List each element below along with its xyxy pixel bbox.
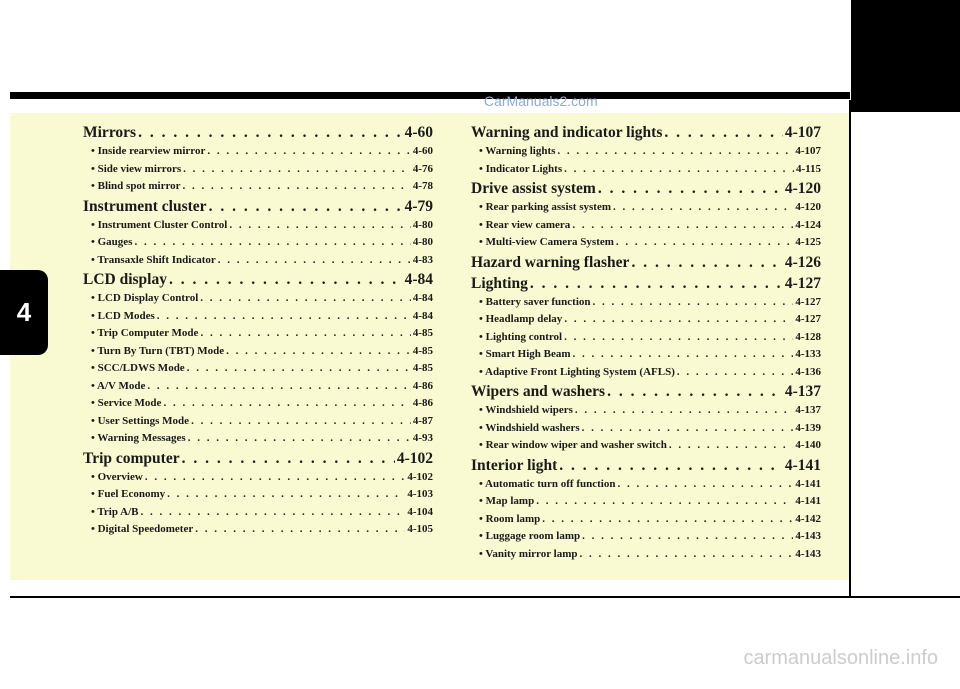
section-page: 4-141 [784, 456, 821, 474]
item-page: 4-120 [795, 201, 821, 213]
toc-item[interactable] [471, 402, 821, 420]
toc-section[interactable] [83, 449, 433, 469]
item-page: 4-80 [412, 236, 433, 248]
item-page: 4-105 [407, 523, 433, 535]
leader-dots [167, 486, 405, 504]
toc-item[interactable] [83, 430, 433, 448]
item-label: • Luggage room lamp [479, 530, 581, 542]
toc-item[interactable] [471, 161, 821, 179]
leader-dots [147, 378, 410, 396]
toc-item[interactable] [83, 252, 433, 270]
item-page: 4-85 [412, 344, 433, 357]
leader-dots [564, 329, 793, 347]
toc-item[interactable] [471, 234, 821, 252]
leader-dots [200, 325, 410, 343]
item-page: 4-86 [412, 379, 433, 392]
item-page: 4-60 [412, 145, 433, 157]
item-label: • Rear parking assist system [479, 201, 611, 213]
section-title: Wipers and washers [471, 383, 606, 400]
leader-dots [163, 395, 410, 413]
section-title: LCD display [83, 271, 167, 288]
item-page: 4-127 [795, 295, 821, 308]
leader-dots [218, 252, 411, 270]
item-label: • Indicator Lights [479, 162, 563, 175]
toc-item[interactable] [471, 199, 821, 217]
toc-item[interactable] [83, 413, 433, 431]
leader-dots [209, 197, 403, 217]
toc-section[interactable] [471, 456, 821, 476]
item-page: 4-143 [795, 547, 821, 560]
section-title: Hazard warning flasher [471, 253, 630, 271]
leader-dots [188, 430, 411, 448]
toc-item[interactable] [83, 143, 433, 161]
right-divider [849, 100, 851, 597]
leader-dots [579, 546, 793, 564]
item-page: 4-85 [412, 327, 433, 339]
item-label: • Automatic turn off function [479, 477, 616, 490]
leader-dots [677, 364, 793, 382]
toc-section[interactable] [471, 179, 821, 199]
item-page: 4-127 [795, 313, 821, 325]
leader-dots [575, 402, 793, 420]
leader-dots [631, 253, 782, 273]
item-page: 4-133 [795, 348, 821, 360]
leader-dots [200, 290, 411, 308]
toc-item[interactable] [83, 343, 433, 361]
leader-dots [157, 308, 411, 326]
toc-section[interactable] [471, 382, 821, 402]
toc-item[interactable] [471, 528, 821, 546]
toc-section[interactable] [471, 253, 821, 273]
toc-item[interactable] [471, 437, 821, 455]
item-label: • User Settings Mode [91, 414, 190, 427]
section-page: 4-84 [404, 271, 433, 288]
item-label: • Warning Messages [91, 432, 186, 444]
leader-dots [140, 504, 405, 522]
section-page: 4-107 [784, 124, 821, 141]
chapter-tab[interactable] [0, 270, 48, 355]
item-label: • Blind spot mirror [91, 180, 181, 192]
toc-left-column [83, 122, 433, 539]
item-label: • Windshield washers [479, 421, 580, 434]
toc-item[interactable] [471, 217, 821, 235]
item-label: • Turn By Turn (TBT) Mode [91, 344, 225, 357]
leader-dots [229, 217, 410, 235]
item-page: 4-87 [412, 414, 433, 427]
leader-dots [598, 179, 783, 199]
leader-dots [195, 521, 405, 539]
toc-item[interactable] [471, 329, 821, 347]
toc-item[interactable] [471, 420, 821, 438]
leader-dots [145, 469, 406, 487]
toc-item[interactable] [471, 476, 821, 494]
corner-block [851, 0, 960, 112]
leader-dots [616, 234, 793, 252]
item-label: • Side view mirrors [91, 162, 182, 175]
leader-dots [564, 311, 793, 329]
item-page: 4-143 [795, 530, 821, 542]
toc-item[interactable] [83, 378, 433, 396]
toc-item[interactable] [83, 161, 433, 179]
item-label: • Warning lights [479, 145, 556, 157]
item-label: • Lighting control [479, 330, 563, 343]
leader-dots [183, 178, 411, 196]
leader-dots [559, 456, 783, 476]
footer-rule [10, 596, 960, 598]
toc-item[interactable] [83, 521, 433, 539]
toc-right-column [471, 122, 821, 563]
leader-dots [613, 199, 793, 217]
leader-dots [582, 420, 794, 438]
leader-dots [530, 274, 783, 294]
item-page: 4-76 [412, 162, 433, 175]
item-label: • Vanity mirror lamp [479, 547, 578, 560]
item-label: • Trip A/B [91, 505, 139, 518]
leader-dots [536, 493, 793, 511]
leader-dots [542, 511, 793, 529]
toc-item[interactable] [83, 234, 433, 252]
section-title: Trip computer [83, 449, 180, 467]
item-label: • SCC/LDWS Mode [91, 362, 185, 374]
item-page: 4-141 [795, 477, 821, 490]
leader-dots [582, 528, 793, 546]
item-page: 4-80 [412, 218, 433, 231]
leader-dots [617, 476, 793, 494]
item-page: 4-139 [795, 421, 821, 434]
item-page: 4-115 [795, 162, 821, 175]
toc-item[interactable] [471, 311, 821, 329]
section-page: 4-102 [396, 449, 433, 467]
toc-section[interactable] [83, 270, 433, 290]
item-page: 4-140 [795, 439, 821, 451]
watermark-top: CarManuals2.com [484, 93, 598, 109]
item-page: 4-103 [407, 488, 433, 500]
item-label: • Rear window wiper and washer switch [479, 439, 667, 451]
toc-item[interactable] [83, 325, 433, 343]
item-label: • Rear view camera [479, 218, 571, 231]
section-page: 4-137 [784, 383, 821, 400]
toc-item[interactable] [83, 469, 433, 487]
item-label: • Digital Speedometer [91, 523, 194, 535]
toc-section[interactable] [83, 197, 433, 217]
section-page: 4-79 [404, 197, 433, 215]
item-label: • Overview [91, 470, 143, 483]
item-label: • LCD Modes [91, 309, 155, 322]
item-page: 4-84 [412, 292, 433, 304]
item-page: 4-83 [412, 253, 433, 266]
item-label: • Windshield wipers [479, 404, 573, 416]
section-title: Mirrors [83, 124, 137, 141]
toc-item[interactable] [471, 546, 821, 564]
item-page: 4-84 [412, 309, 433, 322]
toc-item[interactable] [471, 511, 821, 529]
section-title: Warning and indicator lights [471, 124, 663, 141]
section-page: 4-120 [784, 180, 821, 197]
leader-dots [191, 413, 411, 431]
section-page: 4-127 [784, 274, 821, 292]
leader-dots [169, 270, 403, 290]
header-rule [10, 92, 850, 99]
item-label: • Instrument Cluster Control [91, 218, 228, 231]
item-label: • Headlamp delay [479, 313, 563, 325]
leader-dots [207, 143, 410, 161]
leader-dots [573, 346, 794, 364]
item-label: • Inside rearview mirror [91, 145, 206, 157]
leader-dots [664, 123, 782, 143]
item-page: 4-107 [795, 145, 821, 157]
item-page: 4-137 [795, 404, 821, 416]
leader-dots [557, 143, 793, 161]
section-page: 4-126 [784, 253, 821, 271]
toc-item[interactable] [83, 308, 433, 326]
item-page: 4-102 [407, 470, 433, 483]
item-page: 4-128 [795, 330, 821, 343]
item-label: • A/V Mode [91, 379, 146, 392]
item-page: 4-136 [795, 365, 821, 378]
item-page: 4-142 [795, 512, 821, 525]
item-page: 4-141 [795, 495, 821, 507]
section-title: Lighting [471, 274, 528, 292]
leader-dots [669, 437, 794, 455]
toc-section[interactable] [83, 123, 433, 143]
toc-item[interactable] [471, 294, 821, 312]
toc-item[interactable] [471, 364, 821, 382]
item-page: 4-78 [412, 180, 433, 192]
item-page: 4-125 [795, 236, 821, 248]
item-label: • LCD Display Control [91, 292, 199, 304]
leader-dots [134, 234, 410, 252]
item-label: • Trip Computer Mode [91, 327, 199, 339]
toc-item[interactable] [83, 486, 433, 504]
chapter-number: 4 [16, 297, 32, 327]
toc-item[interactable] [83, 217, 433, 235]
item-page: 4-86 [412, 397, 433, 409]
item-page: 4-85 [412, 362, 433, 374]
toc-item[interactable] [471, 493, 821, 511]
item-label: • Multi-view Camera System [479, 236, 614, 248]
toc-item[interactable] [83, 395, 433, 413]
item-label: • Room lamp [479, 512, 541, 525]
item-label: • Transaxle Shift Indicator [91, 253, 216, 266]
leader-dots [183, 161, 411, 179]
leader-dots [593, 294, 794, 312]
section-page: 4-60 [404, 124, 433, 141]
toc-item[interactable] [83, 360, 433, 378]
section-title: Drive assist system [471, 180, 596, 197]
toc-item[interactable] [471, 346, 821, 364]
section-title: Interior light [471, 456, 558, 474]
leader-dots [138, 123, 403, 143]
leader-dots [607, 382, 783, 402]
leader-dots [572, 217, 793, 235]
toc-item[interactable] [83, 178, 433, 196]
watermark-bottom: carmanualsonline.info [743, 647, 938, 669]
leader-dots [564, 161, 794, 179]
section-title: Instrument cluster [83, 197, 207, 215]
toc-item[interactable] [83, 504, 433, 522]
leader-dots [226, 343, 411, 361]
item-label: • Map lamp [479, 495, 535, 507]
toc-item[interactable] [471, 143, 821, 161]
leader-dots [187, 360, 411, 378]
item-label: • Service Mode [91, 397, 162, 409]
item-page: 4-104 [407, 505, 433, 518]
item-label: • Adaptive Front Lighting System (AFLS) [479, 365, 675, 378]
item-page: 4-124 [795, 218, 821, 231]
item-label: • Fuel Economy [91, 488, 166, 500]
item-page: 4-93 [412, 432, 433, 444]
item-label: • Gauges [91, 236, 133, 248]
leader-dots [182, 449, 395, 469]
item-label: • Smart High Beam [479, 348, 571, 360]
item-label: • Battery saver function [479, 295, 591, 308]
toc-section[interactable] [471, 274, 821, 294]
toc-section[interactable] [471, 123, 821, 143]
toc-item[interactable] [83, 290, 433, 308]
